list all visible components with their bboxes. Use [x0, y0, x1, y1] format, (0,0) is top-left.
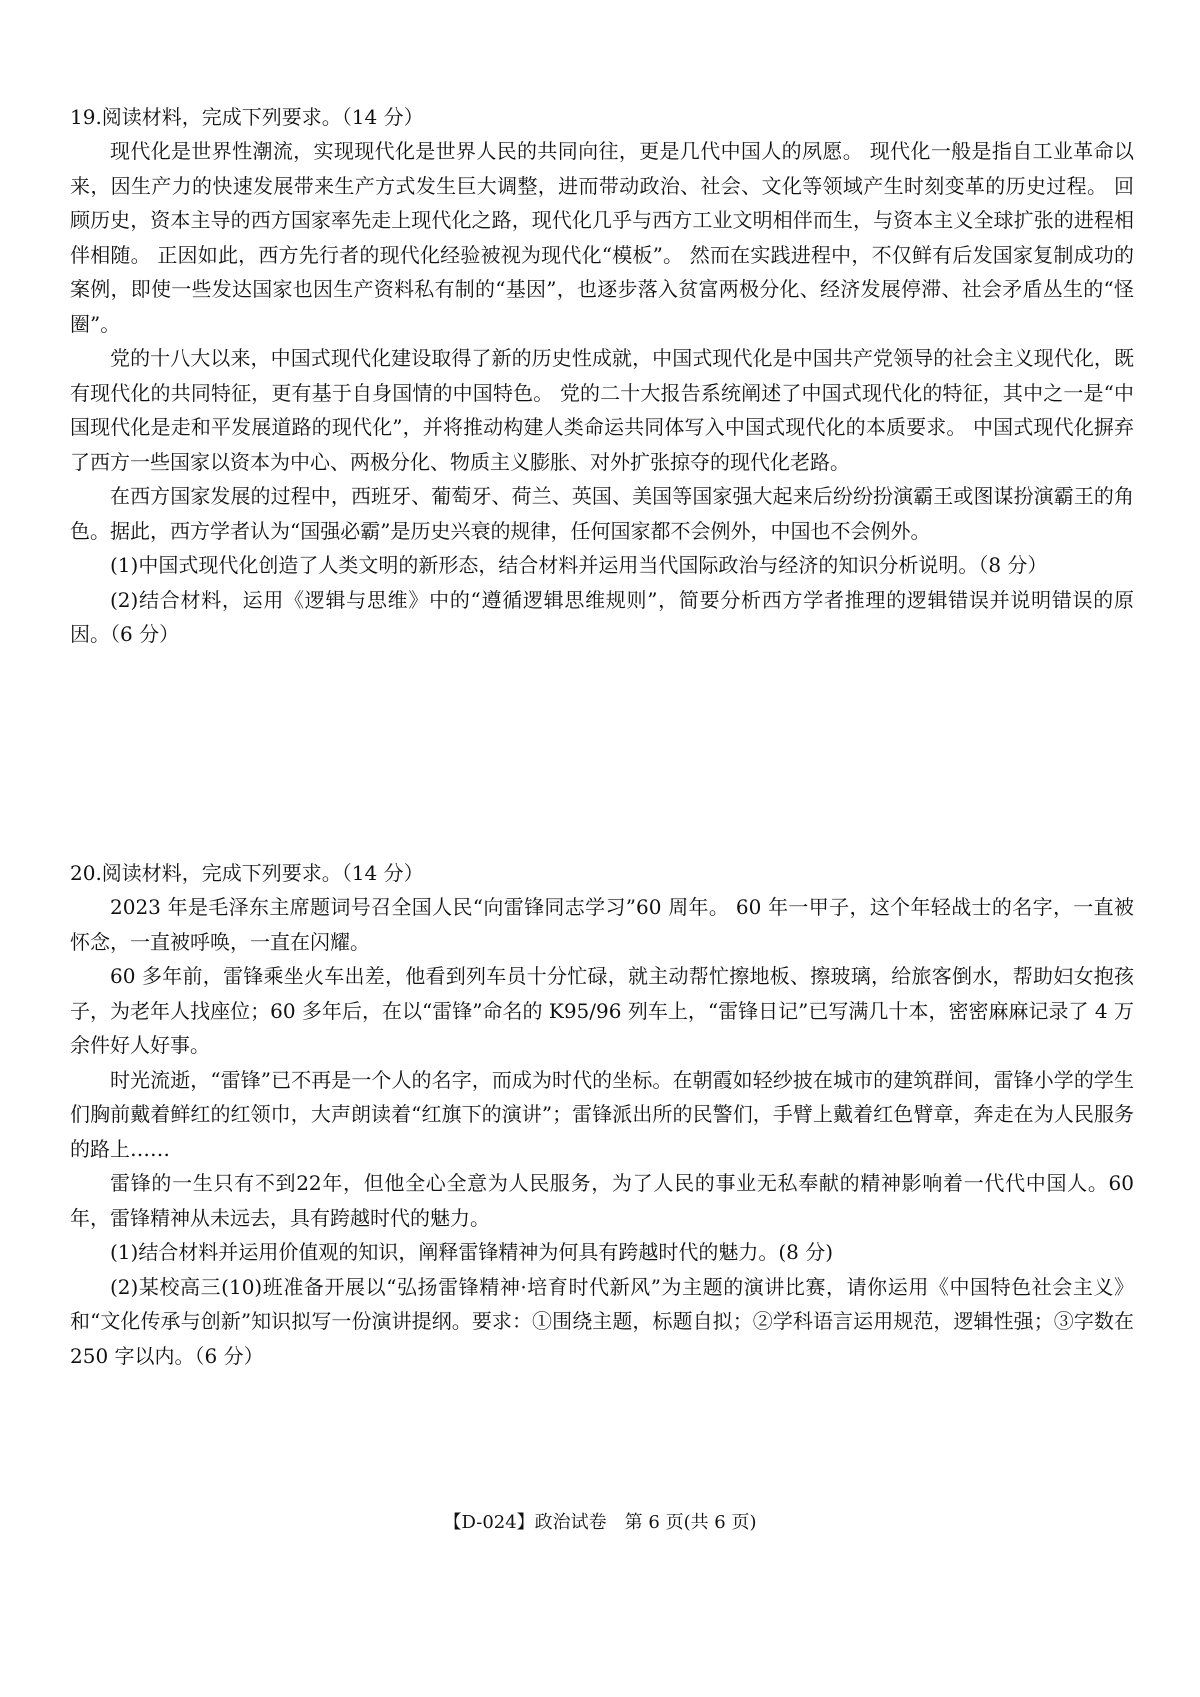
material-paragraph: 现代化是世界性潮流，实现现代化是世界人民的共同向往，更是几代中国人的夙愿。 现代化一般是指自工业革命以来，因生产力的快速发展带来生产方式发生巨大调整，进而带动政治、社会、文化等领域产生时刻变革的历史过程。 回顾历史，资本主导的西方国家率先走上现代化之路，现代化几乎与西方工业文明相伴而生，与资本主义全球扩张的进程相伴相随。 正因如此，西方先行者的现代化经验被视为现代化“模板”。 然而在实践进程中，不仅鲜有后发国家复制成功的案例，即使一些发达国家也因生产资料私有制的“基因”，也逐步落入贫富两极分化、经济发展停滞、社会矛盾丛生的“怪圈”。 — [70, 139, 1134, 336]
material-paragraph: 在西方国家发展的过程中，西班牙、葡萄牙、荷兰、英国、美国等国家强大起来后纷纷扮演霸王或图谋扮演霸王的角色。据此，西方学者认为“国强必霸”是历史兴衰的规律，任何国家都不会例外，中国也不会例外。 — [70, 484, 1134, 543]
sub-question: (2)结合材料，运用《逻辑与思维》中的“遵循逻辑思维规则”，简要分析西方学者推理的逻辑错误并说明错误的原因。（6 分） — [70, 587, 1134, 646]
material-paragraph: 雷锋的一生只有不到22年，但他全心全意为人民服务，为了人民的事业无私奉献的精神影响着一代代中国人。60年，雷锋精神从未远去，具有跨越时代的魅力。 — [70, 1171, 1134, 1230]
question-20 — [70, 856, 1134, 1373]
sub-question: (1)结合材料并运用价值观的知识，阐释雷锋精神为何具有跨越时代的魅力。(8 分) — [110, 1240, 834, 1264]
question-19 — [70, 100, 1134, 652]
material-paragraph: 60 多年前，雷锋乘坐火车出差，他看到列车员十分忙碌，就主动帮忙擦地板、擦玻璃，给旅客倒水，帮助妇女抱孩子，为老年人找座位；60 多年后，在以“雷锋”命名的 K95/96 列车上，“雷锋日记”已写满几十本，密密麻麻记录了 4 万余件好人好事。 — [70, 964, 1134, 1057]
sub-question: (1)中国式现代化创造了人类文明的新形态，结合材料并运用当代国际政治与经济的知识分析说明。（8 分） — [110, 553, 1048, 577]
material-paragraph: 时光流逝，“雷锋”已不再是一个人的名字，而成为时代的坐标。在朝霞如轻纱披在城市的建筑群间，雷锋小学的学生们胸前戴着鲜红的红领巾，大声朗读着“红旗下的演讲”；雷锋派出所的民警们，手臂上戴着红色臂章，奔走在为人民服务的路上…… — [70, 1067, 1134, 1161]
material-paragraph: 党的十八大以来，中国式现代化建设取得了新的历史性成就，中国式现代化是中国共产党领导的社会主义现代化，既有现代化的共同特征，更有基于自身国情的中国特色。 党的二十大报告系统阐述了中国式现代化的特征，其中之一是“中国现代化是走和平发展道路的现代化”，并将推动构建人类命运共同体写入中国式现代化的本质要求。 中国式现代化摒弃了西方一些国家以资本为中心、两极分化、物质主义膨胀、对外扩张掠夺的现代化老路。 — [70, 346, 1134, 474]
question-heading: 19.阅读材料，完成下列要求。（14 分） — [70, 105, 424, 129]
page-footer: 【D-024】政治试卷 第 6 页(共 6 页) — [443, 1512, 757, 1533]
question-heading: 20.阅读材料，完成下列要求。（14 分） — [70, 861, 424, 885]
material-paragraph: 2023 年是毛泽东主席题词号召全国人民“向雷锋同志学习”60 周年。 60 年一甲子，这个年轻战士的名字，一直被怀念，一直被呼唤，一直在闪耀。 — [70, 895, 1134, 954]
sub-question: (2)某校高三(10)班准备开展以“弘扬雷锋精神·培育时代新风”为主题的演讲比赛，请你运用《中国特色社会主义》和“文化传承与创新”知识拟写一份演讲提纲。要求：①围绕主题，标题自拟；②学科语言运用规范，逻辑性强；③字数在 250 字以内。（6 分） — [70, 1274, 1134, 1368]
